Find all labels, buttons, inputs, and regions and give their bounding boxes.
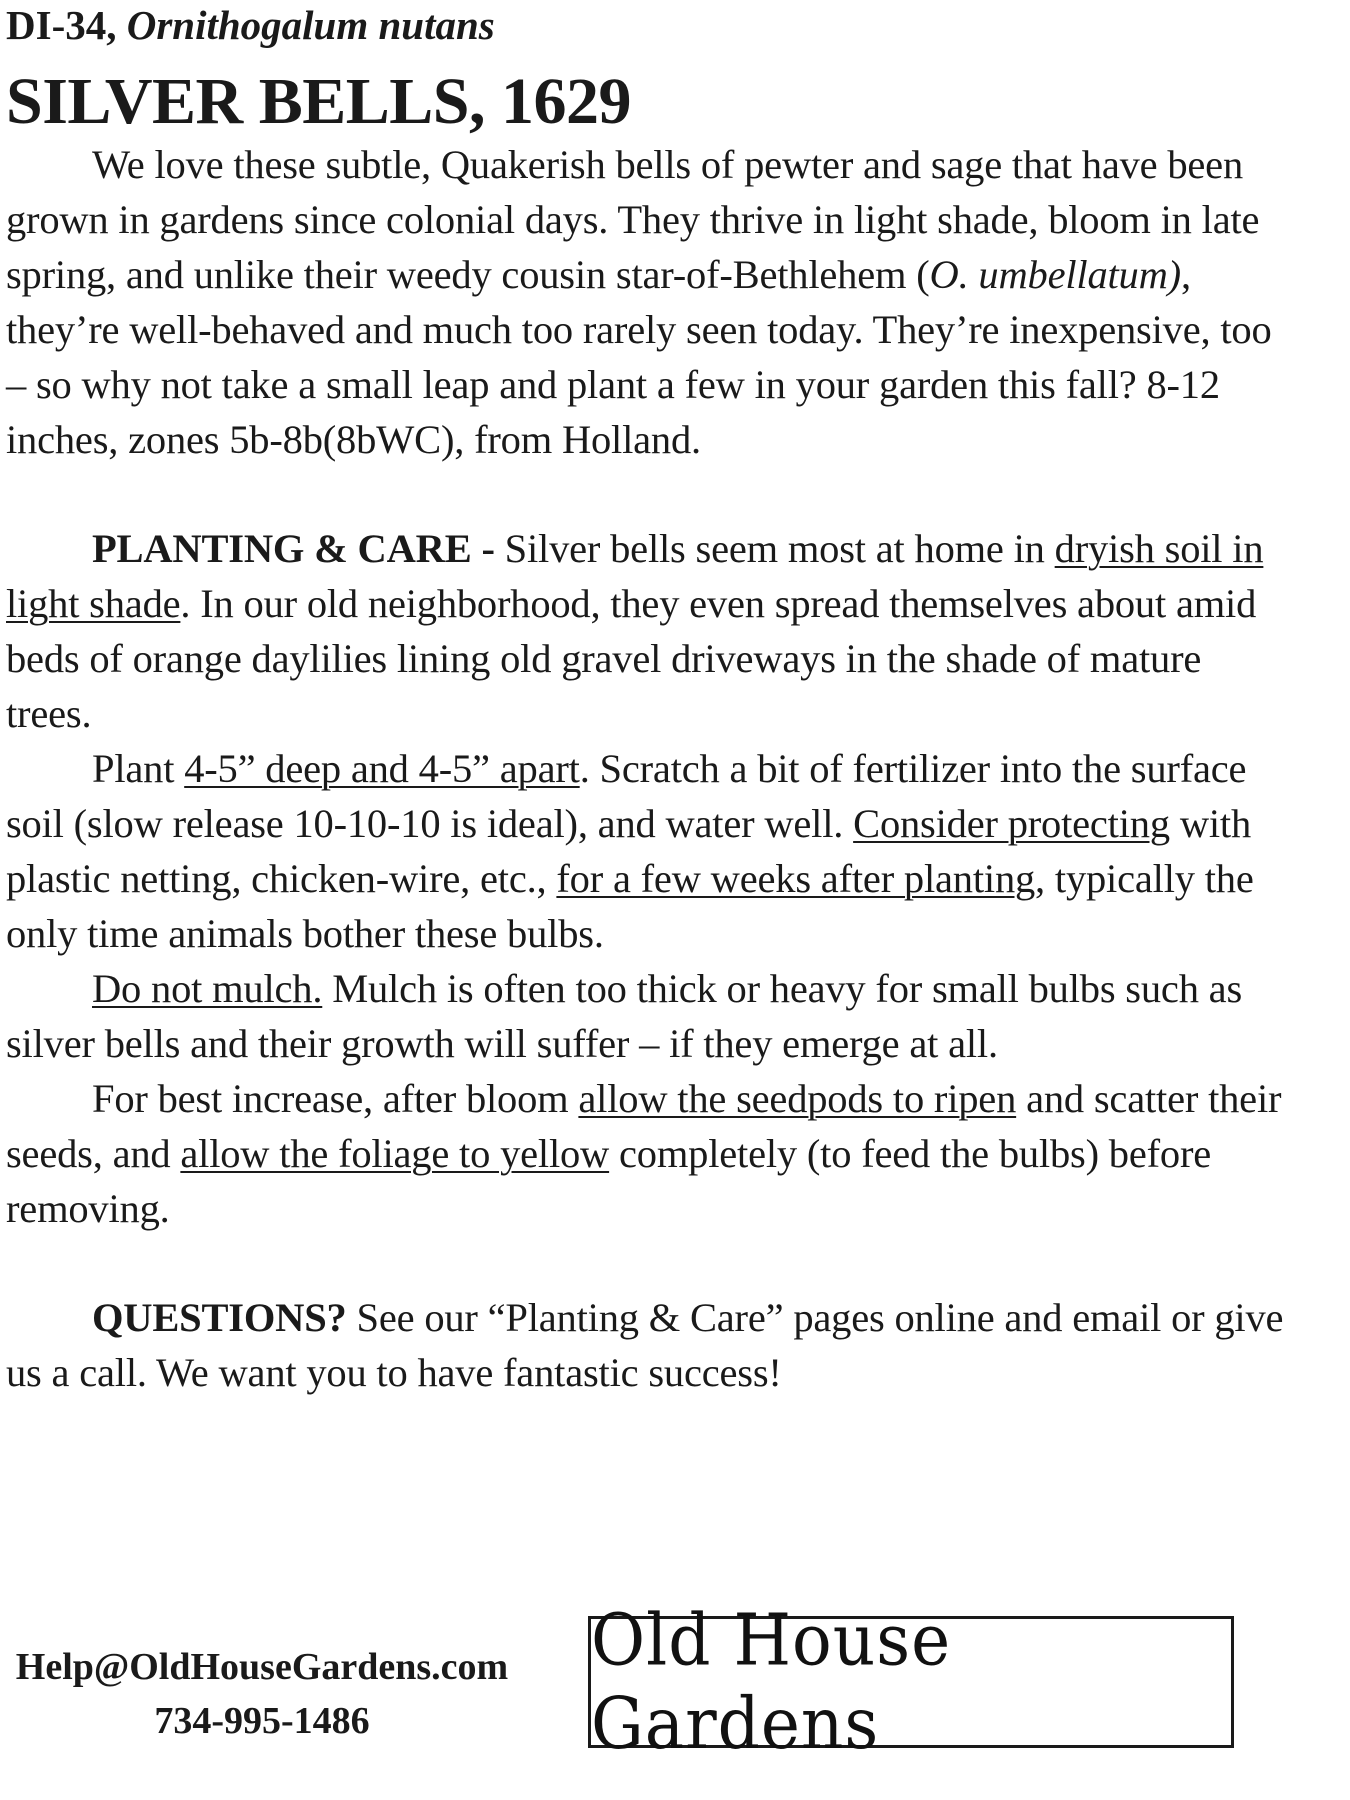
contact-info	[12, 1640, 512, 1748]
species-name: O. umbellatum)	[929, 252, 1181, 297]
planting-paragraph-3: Do not mulch. Mulch is often too thick or heavy for small bulbs such as silver bells and their growth will suffer – if they emerge at all.	[6, 966, 1243, 1066]
product-code-line	[6, 0, 495, 50]
contact-phone[interactable]: 734-995-1486	[154, 1700, 370, 1742]
planting-paragraph-2: Plant 4-5” deep and 4-5” apart. Scratch a bit of fertilizer into the surface soil (slow release 10-10-10 is ideal), and water well. Consider protecting with plastic netting, chicken-wire, etc., for a few weeks after planting, typically the only time animals bother these bulbs.	[6, 746, 1254, 956]
intro-paragraph: We love these subtle, Quakerish bells of pewter and sage that have been grown in gardens since colonial days. They thrive in light shade, bloom in late spring, and unlike their weedy cousin star-of-Bethlehem (O. umbellatum), they’re well-behaved and much too rarely seen today. They’re inexpensive, too – so why not take a small leap and plant a few in your garden this fall? 8-12 inches, zones 5b-8b(8bWC), from Holland.	[6, 142, 1272, 462]
questions-heading: QUESTIONS?	[92, 1295, 347, 1340]
questions-paragraph: QUESTIONS? See our “Planting & Care” pages online and email or give us a call. We want you to have fantastic success!	[6, 1295, 1284, 1395]
page-title: SILVER BELLS, 1629	[6, 65, 631, 138]
logo-text: Old House Gardens	[591, 1598, 952, 1766]
product-code: DI-34,	[6, 2, 117, 48]
planting-paragraph-1: PLANTING & CARE - Silver bells seem most at home in dryish soil in light shade. In our old neighborhood, they even spread themselves about amid beds of orange daylilies lining old gravel driveways in the shade of mature trees.	[6, 526, 1264, 736]
contact-email[interactable]: Help@OldHouseGardens.com	[15, 1646, 509, 1688]
planting-heading: PLANTING & CARE -	[92, 526, 495, 571]
botanical-name: Ornithogalum nutans	[126, 2, 495, 48]
company-logo	[588, 1598, 1234, 1766]
planting-paragraph-4: For best increase, after bloom allow the seedpods to ripen and scatter their seeds, and allow the foliage to yellow completely (to feed the bulbs) before removing.	[6, 1076, 1282, 1231]
